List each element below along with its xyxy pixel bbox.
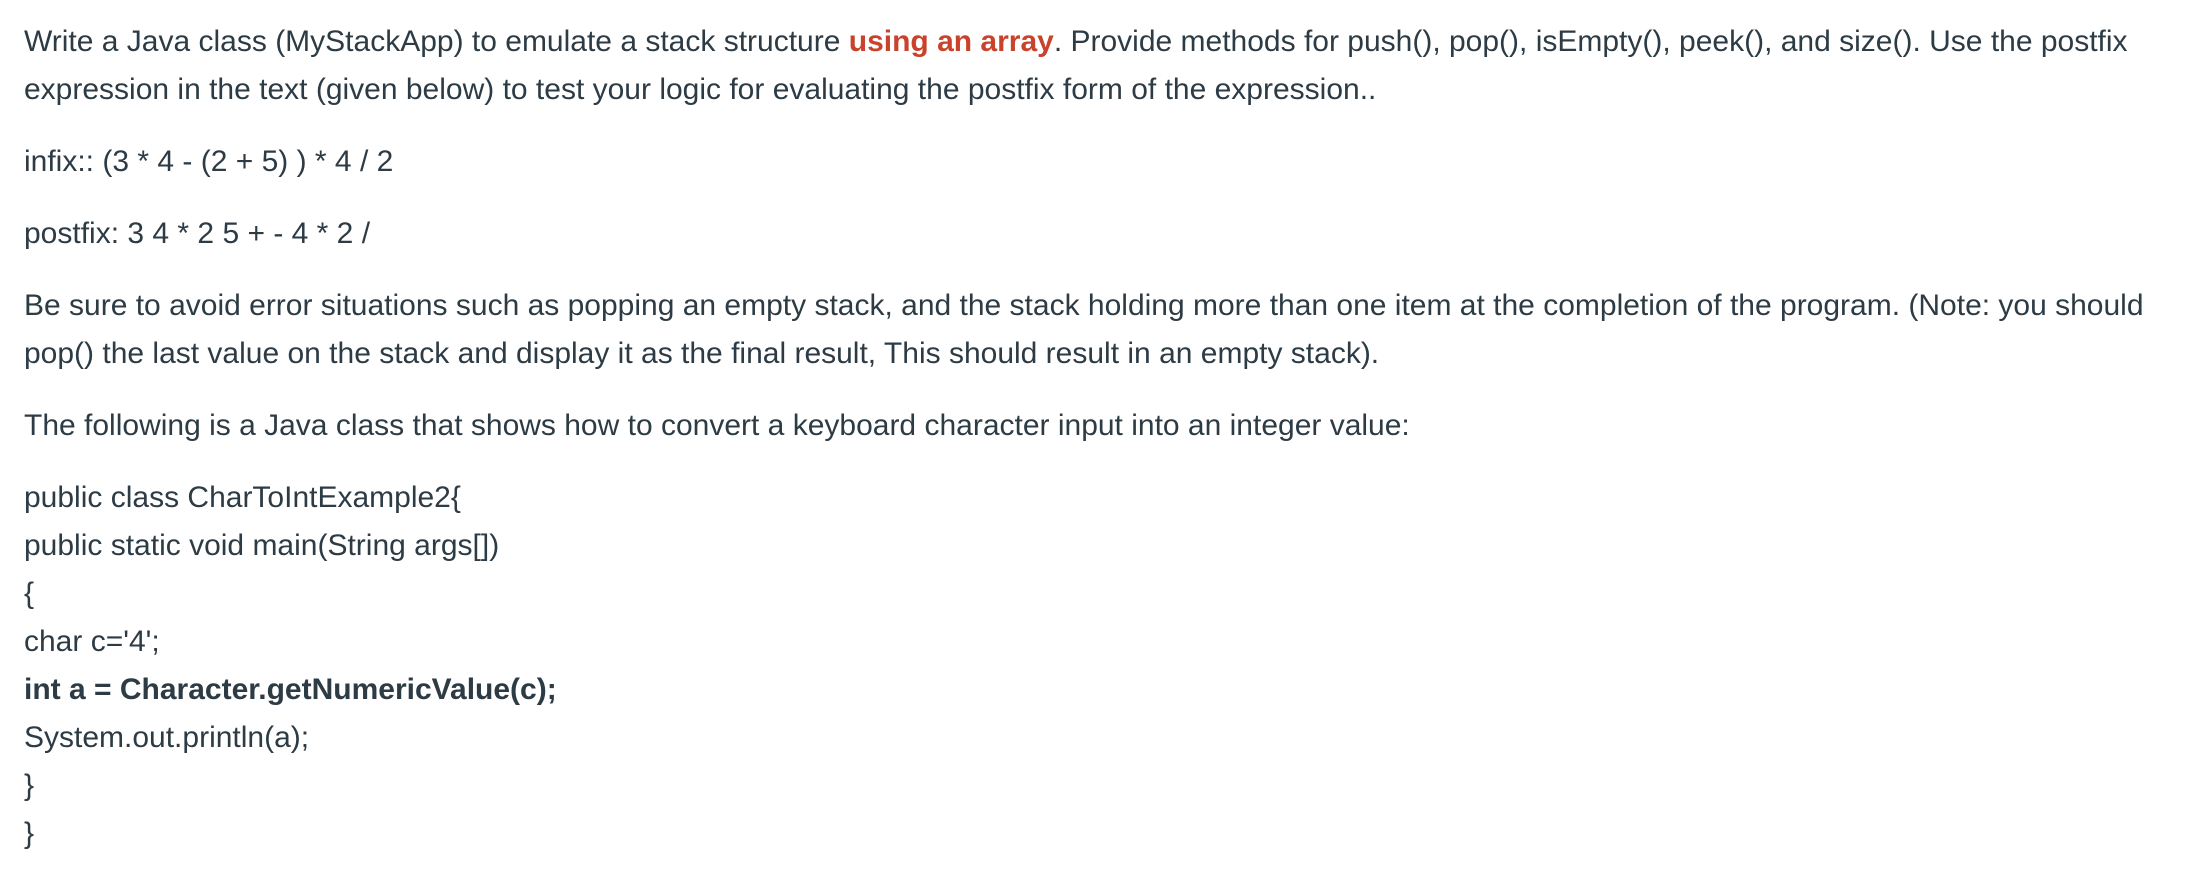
code-line-open-brace: { <box>24 577 35 610</box>
code-line-close-brace-2: } <box>24 817 35 850</box>
infix-expression: infix:: (3 * 4 - (2 + 5) ) * 4 / 2 <box>24 145 394 178</box>
example-intro: The following is a Java class that shows how to convert a keyboard character input into an integer value: <box>24 409 1410 442</box>
code-line-get-numeric: int a = Character.getNumericValue(c); <box>24 673 557 706</box>
intro-text-after: . Provide methods for push(), pop(), isEmpty(), peek(), and size(). Use the postfix expression in the text (given below) to test your logic for evaluating the postfix form of the expression.. <box>24 25 2128 106</box>
code-line-char: char c='4'; <box>24 625 160 658</box>
assignment-content <box>24 18 2174 858</box>
code-line-class: public class CharToIntExample2{ <box>24 481 461 514</box>
java-code-example <box>24 474 2174 858</box>
intro-paragraph <box>24 18 2174 114</box>
postfix-expression: postfix: 3 4 * 2 5 + - 4 * 2 / <box>24 217 371 250</box>
intro-text-before: Write a Java class (MyStackApp) to emulate a stack structure <box>24 25 849 58</box>
intro-highlight: using an array <box>848 25 1054 58</box>
warning-paragraph: Be sure to avoid error situations such as popping an empty stack, and the stack holding more than one item at the completion of the program. (Note: you should pop() the last value on the stack and display it as the final result, This should result in an empty stack). <box>24 289 2144 370</box>
code-line-close-brace-1: } <box>24 769 35 802</box>
code-line-println: System.out.println(a); <box>24 721 310 754</box>
code-line-main: public static void main(String args[]) <box>24 529 500 562</box>
